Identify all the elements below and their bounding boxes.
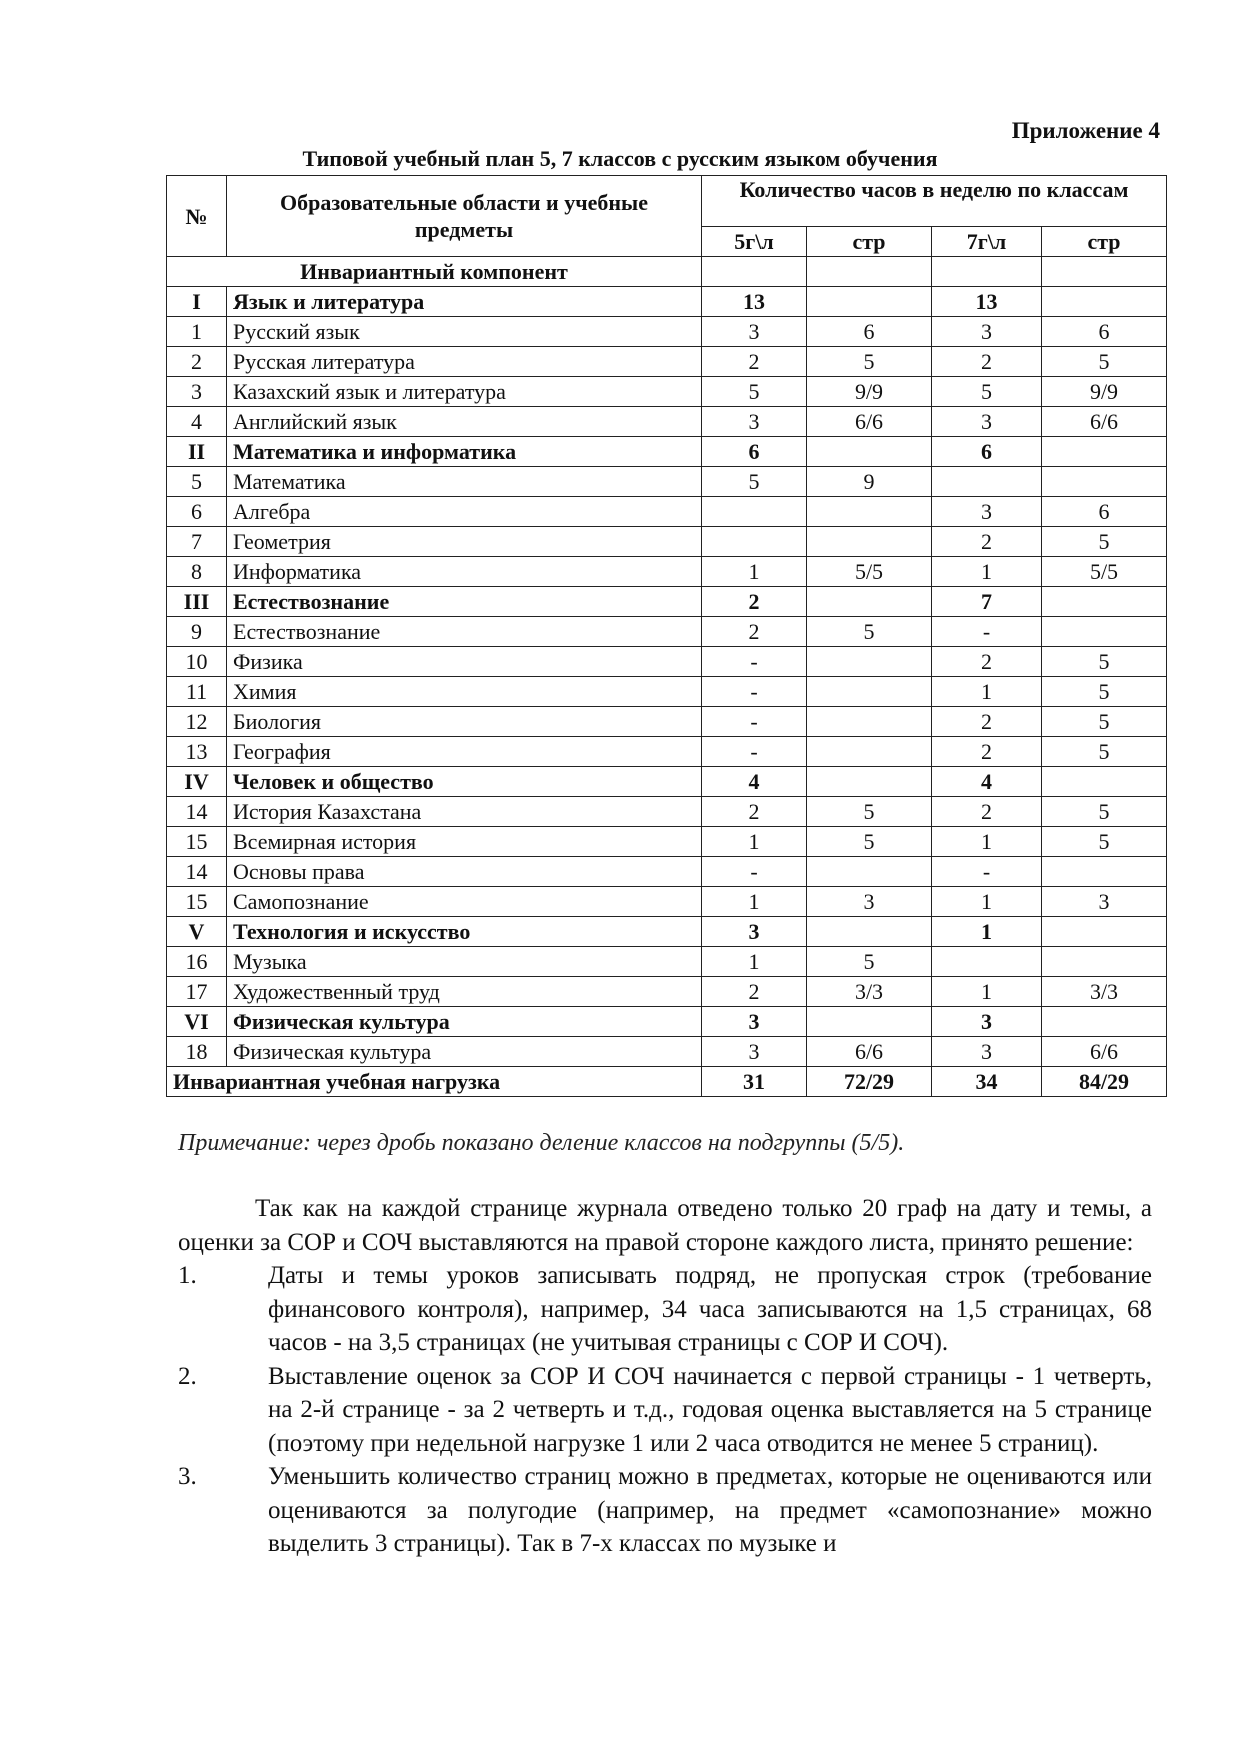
- row-number: 8: [167, 557, 227, 587]
- cell-str7: 6: [1042, 497, 1167, 527]
- cell-7gl: 1: [932, 557, 1042, 587]
- row-subject: Художественный труд: [227, 977, 702, 1007]
- header-col-5gl: 5г\л: [702, 227, 807, 257]
- row-number: VI: [167, 1007, 227, 1037]
- row-subject: География: [227, 737, 702, 767]
- row-number: 14: [167, 857, 227, 887]
- cell-str7: 9/9: [1042, 377, 1167, 407]
- row-subject: Физическая культура: [227, 1007, 702, 1037]
- body-text: [178, 1192, 1152, 1561]
- cell-7gl: 1: [932, 827, 1042, 857]
- cell-str7: [1042, 467, 1167, 497]
- cell-str7: [1042, 857, 1167, 887]
- cell-5gl: 2: [702, 347, 807, 377]
- row-number: 11: [167, 677, 227, 707]
- cell-str5: 9: [807, 467, 932, 497]
- cell-5gl: 1: [702, 827, 807, 857]
- total-str5: 72/29: [807, 1067, 932, 1097]
- cell-str5: 9/9: [807, 377, 932, 407]
- row-number: 16: [167, 947, 227, 977]
- cell-7gl: 3: [932, 407, 1042, 437]
- cell-str5: 5: [807, 617, 932, 647]
- list-item: [178, 1259, 1152, 1360]
- table-row: [167, 1037, 1167, 1067]
- row-subject: Английский язык: [227, 407, 702, 437]
- table-row: [167, 707, 1167, 737]
- table-row: [167, 857, 1167, 887]
- table-row: [167, 617, 1167, 647]
- cell-str5: 3: [807, 887, 932, 917]
- cell-str5: [807, 917, 932, 947]
- cell-str5: 6: [807, 317, 932, 347]
- table-row: [167, 947, 1167, 977]
- section-row: [167, 287, 1167, 317]
- header-hours: Количество часов в неделю по классам: [702, 176, 1167, 227]
- cell-str5: 5: [807, 827, 932, 857]
- row-subject: Геометрия: [227, 527, 702, 557]
- cell-5gl: 3: [702, 1037, 807, 1067]
- total-str7: 84/29: [1042, 1067, 1167, 1097]
- cell-7gl: [932, 467, 1042, 497]
- cell-7gl: 2: [932, 797, 1042, 827]
- cell-str7: 6: [1042, 317, 1167, 347]
- row-number: 7: [167, 527, 227, 557]
- table-row: [167, 887, 1167, 917]
- cell-str7: 5: [1042, 707, 1167, 737]
- cell-5gl: 2: [702, 977, 807, 1007]
- header-subject: Образовательные области и учебные предметы: [227, 176, 702, 257]
- list-item: [178, 1460, 1152, 1561]
- cell-str7: [1042, 587, 1167, 617]
- list-item-number: 2.: [178, 1362, 197, 1390]
- cell-7gl: 2: [932, 707, 1042, 737]
- curriculum-table: [166, 175, 1167, 1097]
- header-col-str7: стр: [1042, 227, 1167, 257]
- cell-str5: [807, 1007, 932, 1037]
- cell-7gl: -: [932, 857, 1042, 887]
- cell-7gl: 2: [932, 527, 1042, 557]
- cell-str5: [807, 677, 932, 707]
- row-number: 9: [167, 617, 227, 647]
- row-number: 2: [167, 347, 227, 377]
- cell-7gl: 1: [932, 977, 1042, 1007]
- cell-str7: 5: [1042, 797, 1167, 827]
- list-item-text: Выставление оценок за СОР И СОЧ начинается с первой страницы - 1 четверть, на 2-й странице - за 2 четверть и т.д., годовая оценка выставляется на 5 странице (поэтому при недельной нагрузке 1 или 2 часа отводится не менее 5 страниц).: [268, 1362, 1152, 1457]
- table-row: [167, 527, 1167, 557]
- table-row: [167, 647, 1167, 677]
- cell-str5: 5/5: [807, 557, 932, 587]
- cell-5gl: 3: [702, 407, 807, 437]
- cell-5gl: 3: [702, 317, 807, 347]
- cell-5gl: [702, 527, 807, 557]
- row-number: III: [167, 587, 227, 617]
- row-number: 13: [167, 737, 227, 767]
- cell-str5: 6/6: [807, 407, 932, 437]
- cell-str5: 6/6: [807, 1037, 932, 1067]
- cell-str7: [1042, 437, 1167, 467]
- cell-str7: 3: [1042, 887, 1167, 917]
- cell-str7: [1042, 1007, 1167, 1037]
- cell-5gl: 13: [702, 287, 807, 317]
- total-5gl: 31: [702, 1067, 807, 1097]
- list-item-number: 1.: [178, 1262, 197, 1289]
- cell-str5: [807, 287, 932, 317]
- cell-7gl: 3: [932, 497, 1042, 527]
- cell-7gl: 4: [932, 767, 1042, 797]
- cell-7gl: 3: [932, 1037, 1042, 1067]
- section-row: [167, 917, 1167, 947]
- row-number: II: [167, 437, 227, 467]
- invariant-component-label: Инвариантный компонент: [167, 257, 702, 287]
- cell-str5: [807, 527, 932, 557]
- row-number: 15: [167, 887, 227, 917]
- cell-5gl: 1: [702, 557, 807, 587]
- row-subject: Основы права: [227, 857, 702, 887]
- total-label: Инвариантная учебная нагрузка: [167, 1067, 702, 1097]
- table-row: [167, 737, 1167, 767]
- cell-str7: [1042, 917, 1167, 947]
- cell-7gl: 6: [932, 437, 1042, 467]
- cell-5gl: 1: [702, 887, 807, 917]
- cell-5gl: 4: [702, 767, 807, 797]
- cell-str7: 5: [1042, 527, 1167, 557]
- table-row: [167, 347, 1167, 377]
- cell-5gl: -: [702, 677, 807, 707]
- row-number: 17: [167, 977, 227, 1007]
- list-item: [178, 1360, 1152, 1461]
- row-subject: Русский язык: [227, 317, 702, 347]
- row-number: I: [167, 287, 227, 317]
- cell-str7: 6/6: [1042, 1037, 1167, 1067]
- list-item-number: 3.: [178, 1463, 197, 1490]
- row-subject: Казахский язык и литература: [227, 377, 702, 407]
- row-subject: История Казахстана: [227, 797, 702, 827]
- row-subject: Математика: [227, 467, 702, 497]
- cell-str5: [807, 857, 932, 887]
- cell-5gl: 3: [702, 917, 807, 947]
- cell-str5: 5: [807, 797, 932, 827]
- row-subject: Информатика: [227, 557, 702, 587]
- section-row: [167, 587, 1167, 617]
- cell-str7: 5: [1042, 347, 1167, 377]
- row-number: 1: [167, 317, 227, 347]
- cell-5gl: 3: [702, 1007, 807, 1037]
- table-row: [167, 797, 1167, 827]
- row-subject: Самопознание: [227, 887, 702, 917]
- cell-str5: [807, 587, 932, 617]
- row-number: V: [167, 917, 227, 947]
- cell-7gl: 5: [932, 377, 1042, 407]
- table-row: [167, 497, 1167, 527]
- header-number: №: [167, 176, 227, 257]
- cell-str7: [1042, 287, 1167, 317]
- row-number: 10: [167, 647, 227, 677]
- cell-str5: [807, 497, 932, 527]
- cell-7gl: 1: [932, 677, 1042, 707]
- cell-str5: 3/3: [807, 977, 932, 1007]
- intro-paragraph: Так как на каждой странице журнала отведено только 20 граф на дату и темы, а оценки за СОР и СОЧ выставляются на правой стороне каждого листа, принято решение:: [178, 1195, 1152, 1256]
- row-subject: Человек и общество: [227, 767, 702, 797]
- cell-7gl: 7: [932, 587, 1042, 617]
- cell-5gl: 6: [702, 437, 807, 467]
- row-number: 5: [167, 467, 227, 497]
- cell-7gl: [932, 947, 1042, 977]
- cell-5gl: 2: [702, 587, 807, 617]
- table-row: [167, 677, 1167, 707]
- cell-5gl: 5: [702, 467, 807, 497]
- table-row: [167, 977, 1167, 1007]
- table-row: [167, 377, 1167, 407]
- cell-5gl: 2: [702, 617, 807, 647]
- cell-7gl: 2: [932, 347, 1042, 377]
- row-number: 18: [167, 1037, 227, 1067]
- cell-7gl: 2: [932, 737, 1042, 767]
- cell-7gl: 1: [932, 917, 1042, 947]
- cell-str5: [807, 767, 932, 797]
- cell-str7: 5: [1042, 737, 1167, 767]
- row-number: 6: [167, 497, 227, 527]
- cell-str7: 5: [1042, 647, 1167, 677]
- cell-str5: 5: [807, 347, 932, 377]
- cell-5gl: -: [702, 857, 807, 887]
- cell-str7: 5/5: [1042, 557, 1167, 587]
- row-subject: Музыка: [227, 947, 702, 977]
- row-subject: Химия: [227, 677, 702, 707]
- cell-5gl: -: [702, 707, 807, 737]
- list-item-text: Уменьшить количество страниц можно в предметах, которые не оцениваются или оцениваются за полугодие (например, на предмет «самопознание» можно выделить 3 страницы). Так в 7-х классах по музыке и: [268, 1463, 1152, 1557]
- cell-5gl: -: [702, 737, 807, 767]
- row-subject: Русская литература: [227, 347, 702, 377]
- cell-5gl: 1: [702, 947, 807, 977]
- cell-7gl: 2: [932, 647, 1042, 677]
- cell-str7: 5: [1042, 677, 1167, 707]
- row-subject: Естествознание: [227, 617, 702, 647]
- section-row: [167, 1007, 1167, 1037]
- table-row: [167, 317, 1167, 347]
- cell-5gl: 5: [702, 377, 807, 407]
- cell-str7: [1042, 617, 1167, 647]
- row-number: IV: [167, 767, 227, 797]
- row-subject: Естествознание: [227, 587, 702, 617]
- cell-str7: [1042, 767, 1167, 797]
- table-row: [167, 467, 1167, 497]
- row-subject: Алгебра: [227, 497, 702, 527]
- cell-7gl: 3: [932, 317, 1042, 347]
- total-row: [167, 1067, 1167, 1097]
- cell-str7: 6/6: [1042, 407, 1167, 437]
- cell-7gl: 1: [932, 887, 1042, 917]
- header-col-str5: стр: [807, 227, 932, 257]
- document-title: Типовой учебный план 5, 7 классов с русским языком обучения: [302, 146, 938, 171]
- row-number: 3: [167, 377, 227, 407]
- cell-str5: [807, 737, 932, 767]
- table-note: Примечание: через дробь показано деление классов на подгруппы (5/5).: [178, 1130, 905, 1156]
- cell-7gl: -: [932, 617, 1042, 647]
- total-7gl: 34: [932, 1067, 1042, 1097]
- cell-7gl: 13: [932, 287, 1042, 317]
- row-subject: Физика: [227, 647, 702, 677]
- row-number: 4: [167, 407, 227, 437]
- cell-5gl: 2: [702, 797, 807, 827]
- row-subject: Физическая культура: [227, 1037, 702, 1067]
- appendix-label: Приложение 4: [1011, 118, 1160, 143]
- row-subject: Всемирная история: [227, 827, 702, 857]
- cell-str5: [807, 647, 932, 677]
- row-subject: Язык и литература: [227, 287, 702, 317]
- list-item-text: Даты и темы уроков записывать подряд, не пропуская строк (требование финансового контроля), например, 34 часа записываются на 1,5 страницах, 68 часов - на 3,5 страницах (не учитывая страницы с СОР И СОЧ).: [268, 1262, 1152, 1356]
- row-subject: Биология: [227, 707, 702, 737]
- cell-5gl: [702, 497, 807, 527]
- header-col-7gl: 7г\л: [932, 227, 1042, 257]
- cell-str7: [1042, 947, 1167, 977]
- row-subject: Математика и информатика: [227, 437, 702, 467]
- row-subject: Технология и искусство: [227, 917, 702, 947]
- row-number: 15: [167, 827, 227, 857]
- table-row: [167, 557, 1167, 587]
- cell-str7: 5: [1042, 827, 1167, 857]
- cell-str7: 3/3: [1042, 977, 1167, 1007]
- table-row: [167, 407, 1167, 437]
- cell-str5: 5: [807, 947, 932, 977]
- cell-5gl: -: [702, 647, 807, 677]
- table-row: [167, 827, 1167, 857]
- section-row: [167, 437, 1167, 467]
- cell-str5: [807, 437, 932, 467]
- cell-7gl: 3: [932, 1007, 1042, 1037]
- row-number: 14: [167, 797, 227, 827]
- section-row: [167, 767, 1167, 797]
- row-number: 12: [167, 707, 227, 737]
- cell-str5: [807, 707, 932, 737]
